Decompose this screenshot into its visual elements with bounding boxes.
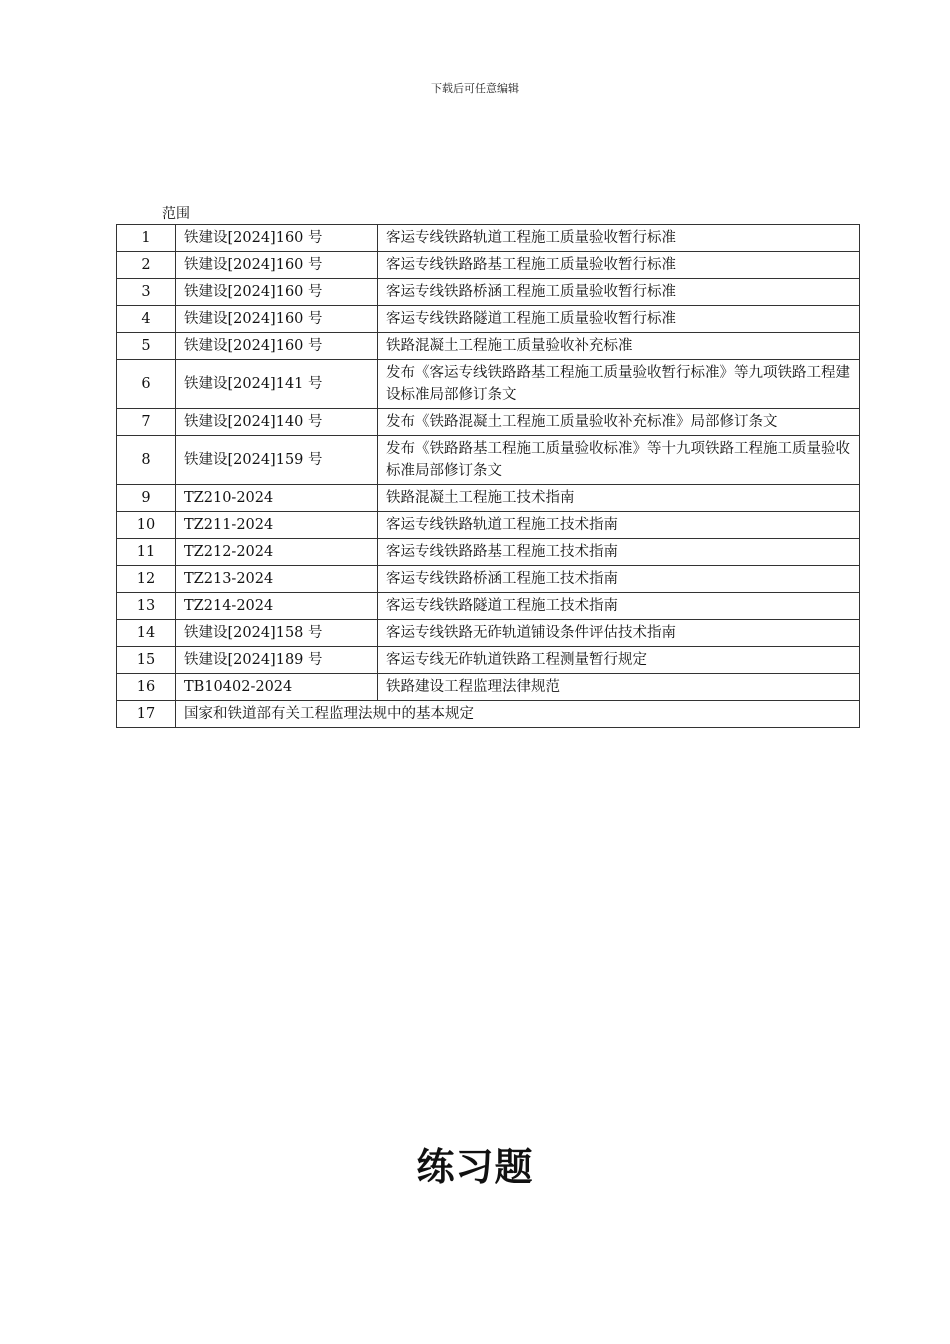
table-row xyxy=(117,485,860,512)
scope-label: 范围 xyxy=(162,206,190,222)
table-row xyxy=(117,360,860,409)
row-index: 15 xyxy=(117,647,176,674)
standard-name: 发布《铁路混凝土工程施工质量验收补充标准》局部修订条文 xyxy=(378,409,860,436)
standard-name: 客运专线铁路桥涵工程施工质量验收暂行标准 xyxy=(378,279,860,306)
row-index: 9 xyxy=(117,485,176,512)
exercise-title: 练习题 xyxy=(416,1144,534,1189)
standard-name: 铁路混凝土工程施工质量验收补充标准 xyxy=(378,333,860,360)
standard-name: 铁路建设工程监理法律规范 xyxy=(378,674,860,701)
standard-code: TB10402-2024 xyxy=(176,674,378,701)
standard-name: 发布《客运专线铁路路基工程施工质量验收暂行标准》等九项铁路工程建设标准局部修订条文 xyxy=(378,360,860,409)
standard-name: 客运专线铁路路基工程施工技术指南 xyxy=(378,539,860,566)
row-index: 1 xyxy=(117,225,176,252)
standard-name: 客运专线铁路桥涵工程施工技术指南 xyxy=(378,566,860,593)
table-row xyxy=(117,279,860,306)
header-note: 下载后可任意编辑 xyxy=(431,82,519,95)
table-row xyxy=(117,647,860,674)
row-index: 12 xyxy=(117,566,176,593)
standard-name: 铁路混凝土工程施工技术指南 xyxy=(378,485,860,512)
standard-code: TZ210-2024 xyxy=(176,485,378,512)
table-row xyxy=(117,252,860,279)
row-index: 7 xyxy=(117,409,176,436)
table-row xyxy=(117,409,860,436)
standard-name: 客运专线无砟轨道铁路工程测量暂行规定 xyxy=(378,647,860,674)
row-index: 14 xyxy=(117,620,176,647)
standard-name: 国家和铁道部有关工程监理法规中的基本规定 xyxy=(176,701,860,728)
standard-name: 客运专线铁路轨道工程施工质量验收暂行标准 xyxy=(378,225,860,252)
standard-code: 铁建设[2024]160 号 xyxy=(176,333,378,360)
standards-table xyxy=(116,224,860,728)
row-index: 17 xyxy=(117,701,176,728)
standard-code: 铁建设[2024]158 号 xyxy=(176,620,378,647)
row-index: 2 xyxy=(117,252,176,279)
table-row xyxy=(117,512,860,539)
row-index: 3 xyxy=(117,279,176,306)
table-row xyxy=(117,333,860,360)
table-row xyxy=(117,306,860,333)
row-index: 6 xyxy=(117,360,176,409)
standard-code: TZ211-2024 xyxy=(176,512,378,539)
row-index: 4 xyxy=(117,306,176,333)
standard-code: TZ213-2024 xyxy=(176,566,378,593)
row-index: 5 xyxy=(117,333,176,360)
standard-code: TZ214-2024 xyxy=(176,593,378,620)
row-index: 13 xyxy=(117,593,176,620)
table-row xyxy=(117,566,860,593)
standard-name: 客运专线铁路隧道工程施工质量验收暂行标准 xyxy=(378,306,860,333)
table-row xyxy=(117,593,860,620)
row-index: 16 xyxy=(117,674,176,701)
standard-code: 铁建设[2024]160 号 xyxy=(176,306,378,333)
standard-name: 发布《铁路路基工程施工质量验收标准》等十九项铁路工程施工质量验收标准局部修订条文 xyxy=(378,436,860,485)
table-row xyxy=(117,539,860,566)
table-row xyxy=(117,620,860,647)
table-row xyxy=(117,436,860,485)
standard-code: TZ212-2024 xyxy=(176,539,378,566)
standard-name: 客运专线铁路路基工程施工质量验收暂行标准 xyxy=(378,252,860,279)
standard-code: 铁建设[2024]160 号 xyxy=(176,252,378,279)
table-row xyxy=(117,701,860,728)
standard-name: 客运专线铁路轨道工程施工技术指南 xyxy=(378,512,860,539)
row-index: 10 xyxy=(117,512,176,539)
table-row xyxy=(117,225,860,252)
standard-code: 铁建设[2024]160 号 xyxy=(176,279,378,306)
standard-code: 铁建设[2024]140 号 xyxy=(176,409,378,436)
row-index: 8 xyxy=(117,436,176,485)
standard-name: 客运专线铁路隧道工程施工技术指南 xyxy=(378,593,860,620)
standard-code: 铁建设[2024]189 号 xyxy=(176,647,378,674)
row-index: 11 xyxy=(117,539,176,566)
standard-code: 铁建设[2024]159 号 xyxy=(176,436,378,485)
standard-code: 铁建设[2024]160 号 xyxy=(176,225,378,252)
table-row xyxy=(117,674,860,701)
standard-name: 客运专线铁路无砟轨道铺设条件评估技术指南 xyxy=(378,620,860,647)
standard-code: 铁建设[2024]141 号 xyxy=(176,360,378,409)
